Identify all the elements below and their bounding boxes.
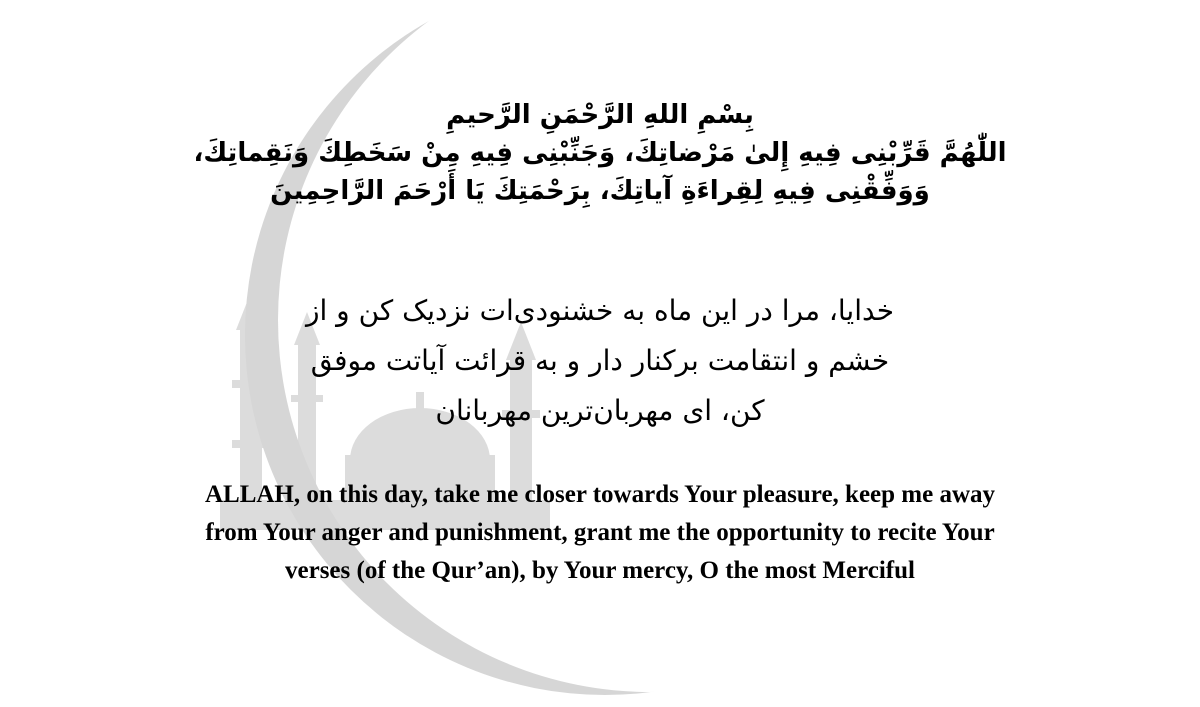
english-line-2: from Your anger and punishment, grant me the opportunity to recite Your xyxy=(205,519,995,546)
persian-translation xyxy=(160,286,1040,436)
arabic-line-3: وَوَفِّقْنِی فِیهِ لِقِراءَةِ آیاتِكَ، بِرَحْمَتِكَ یَا أَرْحَمَ الرَّاحِمِینَ xyxy=(270,176,930,206)
persian-line-2: خشم و انتقامت برکنار دار و به قرائت آیاتت موفق xyxy=(310,344,890,377)
arabic-line-2: اللّٰهُمَّ قَرِّبْنِی فِیهِ إِلیٰ مَرْضاتِكَ، وَجَنِّبْنِی فِیهِ مِنْ سَخَطِكَ وَنَقِماتِكَ، xyxy=(193,138,1007,168)
persian-line-1: خدایا، مرا در این ماه به خشنودی‌ات نزدیک کن و از xyxy=(305,294,894,327)
arabic-dua xyxy=(120,96,1080,210)
english-line-1: ALLAH, on this day, take me closer towards Your pleasure, keep me away xyxy=(204,481,996,508)
english-translation xyxy=(80,476,1120,590)
arabic-basmala: بِسْمِ اللهِ الرَّحْمَنِ الرَّحيمِ xyxy=(446,100,754,130)
persian-line-3: کن، ای مهربان‌ترین مهربانان xyxy=(435,394,765,427)
english-line-3: verses (of the Qur’an), by Your mercy, O the most Merciful xyxy=(285,557,915,584)
